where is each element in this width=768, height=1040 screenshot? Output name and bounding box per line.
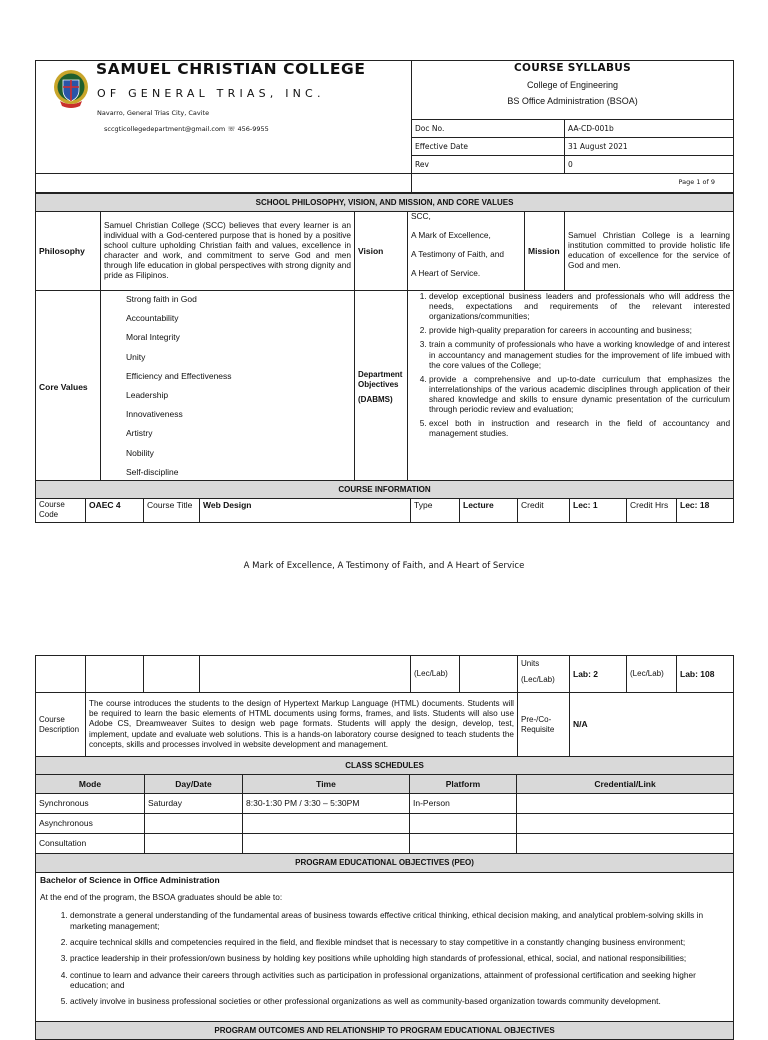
core-values-list xyxy=(101,291,355,485)
rev-label: Rev xyxy=(412,156,565,174)
lec-lab-label-2: (Lec/Lab) xyxy=(627,656,677,693)
credit-hours-value: Lec: 18 xyxy=(677,499,734,523)
schedule-cell xyxy=(145,814,243,834)
syllabus-header-table xyxy=(35,60,734,193)
core-value-item: Nobility xyxy=(126,447,154,458)
college-of: College of Engineering xyxy=(526,79,619,90)
dept-label-code: (DABMS) xyxy=(358,395,393,405)
department-objectives-list xyxy=(408,291,734,485)
course-title-value: Web Design xyxy=(200,499,411,523)
college-address: Navarro, General Trias City, Cavite xyxy=(97,109,210,117)
peo-item: 2. acquire technical skills and competencies required in the field, and flexible mindset that is necessary to stay competitive in a constantly changing business environment; xyxy=(70,937,729,947)
effective-date-value: 31 August 2021 xyxy=(565,138,734,156)
schedule-cell xyxy=(517,814,734,834)
college-block xyxy=(36,61,412,174)
schedule-cell: Asynchronous xyxy=(36,814,145,834)
type-label: Type xyxy=(411,499,460,523)
schedules-section-title: CLASS SCHEDULES xyxy=(36,757,734,775)
credit-label: Credit xyxy=(518,499,570,523)
core-value-item: Accountability xyxy=(126,313,179,324)
schedule-header-mode: Mode xyxy=(36,775,145,794)
schedule-cell: 8:30-1:30 PM / 3:30 – 5:30PM xyxy=(243,794,410,814)
schedule-cell xyxy=(243,834,410,854)
vision-label: Vision xyxy=(355,212,408,291)
schedule-header-platform: Platform xyxy=(410,775,517,794)
course-info-table-continued xyxy=(35,655,734,757)
syllabus-title: COURSE SYLLABUS xyxy=(514,62,631,74)
schedule-cell xyxy=(145,834,243,854)
core-value-item: Self-discipline xyxy=(126,466,179,477)
peo-item: 4. continue to learn and advance their careers through activities such as participation in professional organizations, attainment of professional certification and seeking higher education; and xyxy=(70,970,729,991)
philosophy-label: Philosophy xyxy=(36,212,101,291)
dept-objective-item: 2. provide high-quality preparation for careers in accounting and business; xyxy=(429,325,730,335)
schedule-cell xyxy=(243,814,410,834)
schedule-cell xyxy=(410,814,517,834)
peo-item: 3. practice leadership in their profession/own business by holding key positions while upholding high standards of professional, ethical, social, and national responsibilities; xyxy=(70,953,729,963)
dept-objective-item: 1. develop exceptional business leaders and professionals who will address the needs, expectations and requirements of the relevant interested organizations/communities; xyxy=(429,291,730,321)
course-info-table-top xyxy=(35,480,734,523)
dept-label-main: Department Objectives xyxy=(358,370,403,389)
schedule-header-link: Credential/Link xyxy=(517,775,734,794)
credit-value: Lec: 1 xyxy=(570,499,627,523)
mission-label: Mission xyxy=(525,212,565,291)
peo-program-name: Bachelor of Science in Office Administration xyxy=(40,875,220,885)
course-code-value: OAEC 4 xyxy=(86,499,144,523)
philosophy-table xyxy=(35,193,734,485)
peo-item: 5. actively involve in business professional societies or other professional organizations as well as community-based organization towards community development. xyxy=(70,996,729,1006)
department-objectives-label xyxy=(355,291,408,485)
course-info-section-title: COURSE INFORMATION xyxy=(36,481,734,499)
dept-objective-item: 3. train a community of professionals who have a working knowledge of and interest in accountancy and management studies for the improvement of life imbued with the core values of the College; xyxy=(429,339,730,369)
core-value-item: Efficiency and Effectiveness xyxy=(126,370,232,381)
table-row xyxy=(36,834,734,854)
syllabus-title-block xyxy=(412,61,734,120)
course-description-text: The course introduces the students to the design of Hypertext Markup Language (HTML) documents. Students will be required to learn the basic elements of HTML documents using forms, frames, and lists. Students will also use Adobe CS, Dreamweaver Suites to design web page formats. Students will apply the design, develop, test, implement, update and evaluate web solutions. This is a hands-on laboratory course designed to teach students the concepts, skills and processes involved in website development and management. xyxy=(86,693,518,757)
class-schedules-table xyxy=(35,756,734,1040)
schedule-cell: Saturday xyxy=(145,794,243,814)
lab-units-value: Lab: 2 xyxy=(570,656,627,693)
schedule-cell: Synchronous xyxy=(36,794,145,814)
lab-hours-value: Lab: 108 xyxy=(677,656,734,693)
course-title-label: Course Title xyxy=(144,499,200,523)
core-value-item: Moral Integrity xyxy=(126,332,180,343)
program-outcomes-section-title: PROGRAM OUTCOMES AND RELATIONSHIP TO PROGRAM EDUCATIONAL OBJECTIVES xyxy=(36,1022,734,1040)
college-contact: sccgticollegedepartment@gmail.com ☏ 456-9955 xyxy=(104,125,269,133)
schedule-header-day: Day/Date xyxy=(145,775,243,794)
units-lec-lab: (Lec/Lab) xyxy=(521,675,555,684)
vision-text xyxy=(408,212,525,291)
dept-objective-item: 5. excel both in instruction and research in the field of accountancy and management studies. xyxy=(429,418,730,438)
schedule-cell: Consultation xyxy=(36,834,145,854)
doc-no-label: Doc No. xyxy=(412,120,565,138)
rev-value: 0 xyxy=(565,156,734,174)
course-description-label: Course Description xyxy=(36,693,86,757)
units-cell xyxy=(518,656,570,693)
peo-section-title: PROGRAM EDUCATIONAL OBJECTIVES (PEO) xyxy=(36,854,734,873)
lec-lab-label: (Lec/Lab) xyxy=(411,656,460,693)
vision-line: A Testimony of Faith, and xyxy=(411,248,505,259)
schedule-cell xyxy=(410,834,517,854)
units-label: Units xyxy=(521,659,540,669)
vision-line: A Mark of Excellence, xyxy=(411,229,491,240)
core-value-item: Leadership xyxy=(126,389,169,400)
vision-line: A Heart of Service. xyxy=(411,267,481,278)
page-number: Page 1 of 9 xyxy=(412,174,734,193)
core-values-label: Core Values xyxy=(36,291,101,485)
page-footer-motto: A Mark of Excellence, A Testimony of Faith, and A Heart of Service xyxy=(243,561,525,571)
table-row xyxy=(36,814,734,834)
mission-text: Samuel Christian College is a learning institution committed to provide holistic life education of excellence for the service of God and men. xyxy=(565,212,734,291)
course-code-label: Course Code xyxy=(36,499,86,523)
prerequisite-label: Pre-/Co-Requisite xyxy=(518,693,570,757)
effective-date-label: Effective Date xyxy=(412,138,565,156)
peo-content xyxy=(36,873,734,1022)
table-row xyxy=(36,794,734,814)
philosophy-section-title: SCHOOL PHILOSOPHY, VISION, AND MISSION, AND CORE VALUES xyxy=(36,194,734,212)
schedule-cell: In-Person xyxy=(410,794,517,814)
peo-item: 1. demonstrate a general understanding of the fundamental areas of business towards effective critical thinking, ethical decision making, and analytical problem-solving skills in marketing management; xyxy=(70,910,729,931)
type-value: Lecture xyxy=(460,499,518,523)
college-subname: OF GENERAL TRIAS, INC. xyxy=(97,87,325,100)
dept-objective-item: 4. provide a comprehensive and up-to-date curriculum that emphasizes the interrelationships of the various academic disciplines through application of their shared knowledge and skills to ensure dynamic presentation of the curriculum through periodic review and evaluation; xyxy=(429,374,730,414)
credit-hours-label: Credit Hrs xyxy=(627,499,677,523)
college-name: SAMUEL CHRISTIAN COLLEGE xyxy=(96,60,366,78)
prerequisite-value: N/A xyxy=(570,693,734,757)
core-value-item: Strong faith in God xyxy=(126,294,197,304)
schedule-cell xyxy=(517,794,734,814)
schedule-header-time: Time xyxy=(243,775,410,794)
peo-intro: At the end of the program, the BSOA graduates should be able to: xyxy=(40,892,283,903)
program-name: BS Office Administration (BSOA) xyxy=(507,96,638,107)
vision-line: SCC, xyxy=(411,211,431,221)
schedule-cell xyxy=(517,834,734,854)
doc-no-value: AA-CD-001b xyxy=(565,120,734,138)
philosophy-text: Samuel Christian College (SCC) believes that every learner is an individual with a God-centered purpose that is honed by a positive school culture upholding Christian faith and values, excellence in character and work, and commitment to serve God and men through life education in global perspectives with strong dignity and pride as Filipinos. xyxy=(101,212,355,291)
core-value-item: Artistry xyxy=(126,428,153,439)
college-seal-logo xyxy=(52,67,90,111)
core-value-item: Innovativeness xyxy=(126,409,183,420)
core-value-item: Unity xyxy=(126,351,146,362)
